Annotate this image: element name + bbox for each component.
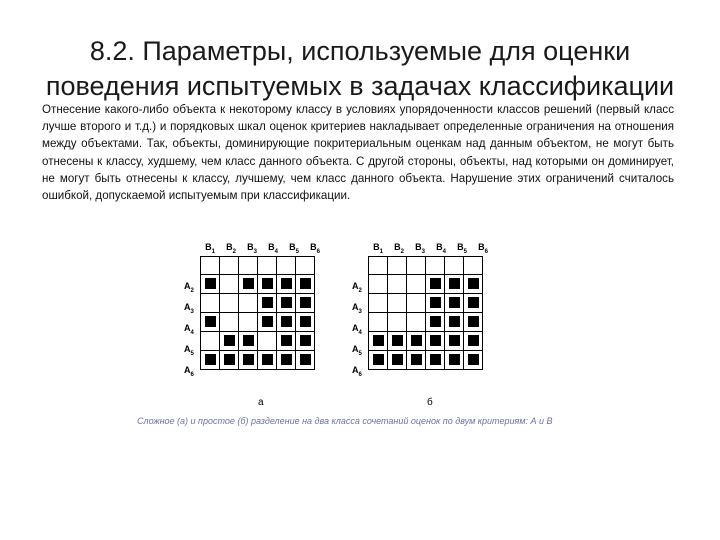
grid-cell — [369, 313, 388, 332]
grid-cell — [239, 294, 258, 313]
grid-cell — [407, 351, 426, 370]
grid-cell — [388, 294, 407, 313]
grid-cell — [220, 294, 239, 313]
title-line-2: поведения испытуемых в задачах классификации — [45, 71, 675, 101]
grid-row — [201, 294, 315, 313]
slide-title — [40, 34, 680, 104]
grid-table — [368, 256, 483, 370]
grid-cell — [296, 294, 315, 313]
grid-cell — [296, 332, 315, 351]
row-label-a4: $A_4$ — [352, 323, 362, 336]
grid-cell — [201, 275, 220, 294]
grid-cell — [258, 294, 277, 313]
grid-cell — [369, 332, 388, 351]
row-label-a5: $A_5$ — [352, 344, 362, 357]
grid-cell — [296, 313, 315, 332]
grid-cell — [426, 351, 445, 370]
filled-square — [205, 278, 216, 289]
filled-square — [430, 278, 441, 289]
grid-cell — [426, 294, 445, 313]
grid-cell — [277, 332, 296, 351]
grid-cell — [388, 257, 407, 275]
row-label-a6: $A_6$ — [352, 365, 362, 378]
col-label-b3: $B_3$ — [415, 242, 425, 255]
grid-table — [200, 256, 315, 370]
filled-square — [300, 335, 311, 346]
grid-cell — [239, 351, 258, 370]
filled-square — [449, 354, 460, 365]
grid-cell — [445, 313, 464, 332]
col-label-b1: $B_1$ — [205, 242, 215, 255]
grid-cell — [464, 351, 483, 370]
grid-cell — [407, 313, 426, 332]
col-label-b4: $B_4$ — [436, 242, 446, 255]
grid-row — [369, 275, 483, 294]
grid-cell — [277, 351, 296, 370]
grid-row — [201, 275, 315, 294]
grid-cell — [239, 257, 258, 275]
grid-cell — [277, 313, 296, 332]
filled-square — [243, 278, 254, 289]
col-label-b5: $B_5$ — [457, 242, 467, 255]
filled-square — [411, 354, 422, 365]
grid-cell — [407, 294, 426, 313]
grid-cell — [407, 332, 426, 351]
figure-label-b: б — [427, 397, 433, 408]
filled-square — [449, 316, 460, 327]
row-label-a3: $A_3$ — [184, 302, 194, 315]
row-label-a4: $A_4$ — [184, 323, 194, 336]
grid-cell — [258, 275, 277, 294]
grid-cell — [201, 294, 220, 313]
row-label-a3: $A_3$ — [352, 302, 362, 315]
grid-cell — [201, 332, 220, 351]
filled-square — [262, 278, 273, 289]
col-label-b2: $B_2$ — [226, 242, 236, 255]
grid-row — [201, 313, 315, 332]
row-label-a5: $A_5$ — [184, 344, 194, 357]
filled-square — [449, 335, 460, 346]
filled-square — [449, 278, 460, 289]
grid-cell — [407, 257, 426, 275]
title-line-1: 8.2. Параметры, используемые для оценки — [89, 36, 631, 66]
filled-square — [281, 278, 292, 289]
grid-cell — [369, 351, 388, 370]
filled-square — [300, 297, 311, 308]
col-label-b6: $B_6$ — [310, 242, 320, 255]
filled-square — [300, 316, 311, 327]
grid-row — [369, 332, 483, 351]
figure-caption: Сложное (а) и простое (б) разделение на два класса сочетаний оценок по двум критериям: А и В — [137, 416, 553, 426]
grid-cell — [445, 294, 464, 313]
grid-cell — [220, 351, 239, 370]
filled-square — [300, 354, 311, 365]
grid-cell — [296, 351, 315, 370]
row-label-a6: $A_6$ — [184, 365, 194, 378]
filled-square — [373, 335, 384, 346]
grid-cell — [426, 275, 445, 294]
filled-square — [281, 335, 292, 346]
grid-cell — [464, 257, 483, 275]
grid-cell — [296, 257, 315, 275]
grid-cell — [388, 332, 407, 351]
grid-cell — [258, 257, 277, 275]
grid-cell — [277, 294, 296, 313]
filled-square — [392, 335, 403, 346]
figure-label-a: а — [258, 397, 264, 408]
col-label-b4: $B_4$ — [268, 242, 278, 255]
grid-cell — [239, 313, 258, 332]
grid-row — [369, 351, 483, 370]
grid-cell — [426, 332, 445, 351]
filled-square — [468, 335, 479, 346]
grid-cell — [407, 275, 426, 294]
filled-square — [449, 297, 460, 308]
grid-cell — [464, 313, 483, 332]
filled-square — [373, 354, 384, 365]
grid-cell — [201, 351, 220, 370]
filled-square — [224, 354, 235, 365]
grid-cell — [220, 275, 239, 294]
filled-square — [392, 354, 403, 365]
filled-square — [281, 354, 292, 365]
filled-square — [243, 354, 254, 365]
filled-square — [430, 354, 441, 365]
col-label-b5: $B_5$ — [289, 242, 299, 255]
filled-square — [205, 316, 216, 327]
grid-cell — [388, 313, 407, 332]
grid-cell — [388, 275, 407, 294]
grid-row — [201, 332, 315, 351]
filled-square — [205, 354, 216, 365]
grid-cell — [388, 351, 407, 370]
grid-row — [369, 257, 483, 275]
grid-cell — [220, 332, 239, 351]
grid-cell — [426, 257, 445, 275]
grid-cell — [464, 275, 483, 294]
grid-cell — [258, 313, 277, 332]
col-label-b6: $B_6$ — [478, 242, 488, 255]
col-label-b2: $B_2$ — [394, 242, 404, 255]
col-label-b3: $B_3$ — [247, 242, 257, 255]
grid-row — [201, 257, 315, 275]
body-paragraph: Отнесение какого-либо объекта к некоторому классу в условиях упорядоченности классов решений (первый класс лучше второго и т.д.) и порядковых шкал оценок критериев накладывает определенные ограничения на отношения между объектами. Так, объекты, доминирующие покритериальным оценкам над данным объектом, не могут быть отнесены к классу, худшему, чем класс данного объекта. С другой стороны, объекты, над которыми он доминирует, не могут быть отнесены к классу, лучшему, чем класс данного объекта. Нарушение этих ограничений считалось ошибкой, допускаемой испытуемым при классификации. — [42, 103, 674, 203]
filled-square — [224, 335, 235, 346]
grid-cell — [445, 351, 464, 370]
grid-cell — [369, 275, 388, 294]
grid-cell — [464, 332, 483, 351]
filled-square — [262, 354, 273, 365]
filled-square — [468, 278, 479, 289]
filled-square — [262, 297, 273, 308]
filled-square — [262, 316, 273, 327]
filled-square — [468, 316, 479, 327]
filled-square — [411, 335, 422, 346]
filled-square — [468, 297, 479, 308]
filled-square — [468, 354, 479, 365]
filled-square — [243, 335, 254, 346]
filled-square — [430, 297, 441, 308]
row-label-a2: $A_2$ — [184, 281, 194, 294]
grid-cell — [239, 275, 258, 294]
grid-cell — [369, 257, 388, 275]
filled-square — [281, 297, 292, 308]
grid-cell — [239, 332, 258, 351]
grid-cell — [445, 275, 464, 294]
filled-square — [300, 278, 311, 289]
grid-cell — [445, 332, 464, 351]
grid-row — [369, 294, 483, 313]
filled-square — [281, 316, 292, 327]
grid-cell — [445, 257, 464, 275]
grid-cell — [220, 257, 239, 275]
grid-cell — [277, 257, 296, 275]
grid-cell — [426, 313, 445, 332]
grid-cell — [201, 257, 220, 275]
grid-cell — [220, 313, 239, 332]
grid-cell — [369, 294, 388, 313]
grid-row — [369, 313, 483, 332]
grid-cell — [258, 332, 277, 351]
grid-cell — [296, 275, 315, 294]
filled-square — [430, 316, 441, 327]
grid-cell — [201, 313, 220, 332]
col-label-b1: $B_1$ — [373, 242, 383, 255]
grid-cell — [277, 275, 296, 294]
row-label-a2: $A_2$ — [352, 281, 362, 294]
grid-cell — [258, 351, 277, 370]
filled-square — [430, 335, 441, 346]
grid-row — [201, 351, 315, 370]
grid-cell — [464, 294, 483, 313]
